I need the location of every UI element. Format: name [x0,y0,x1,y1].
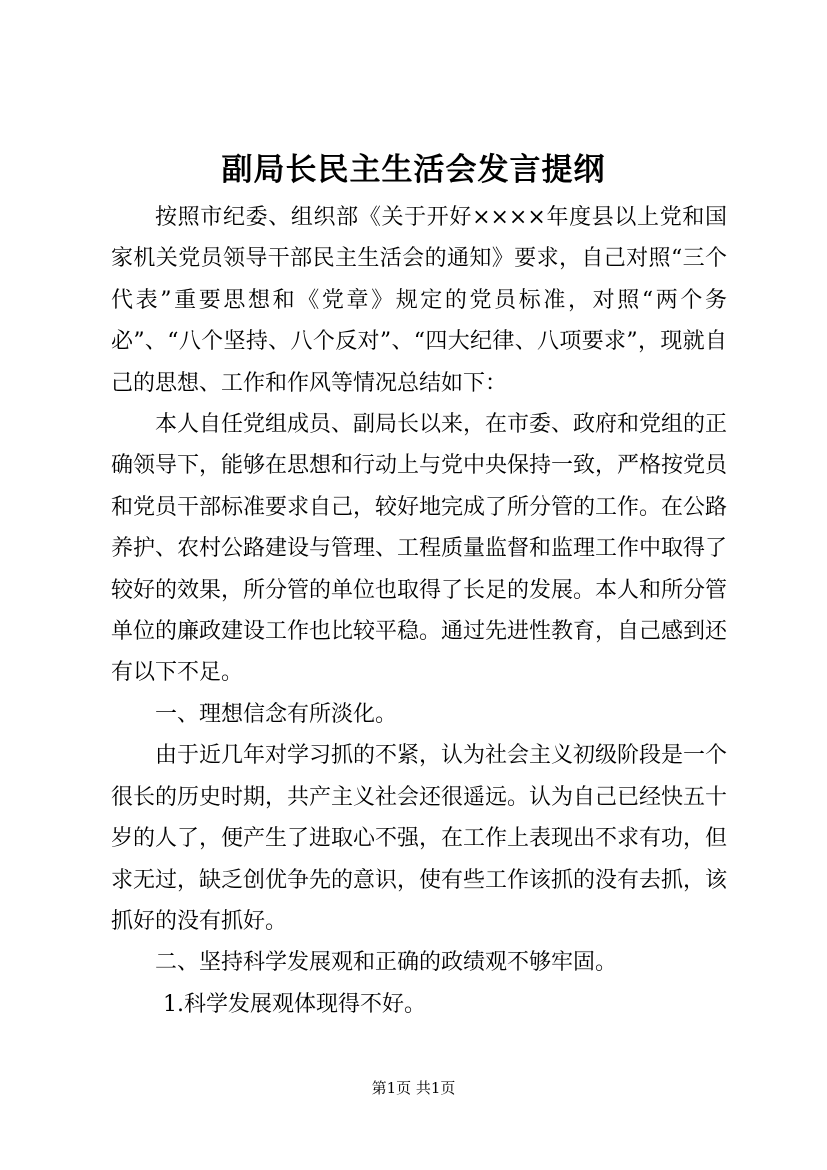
document-body [111,197,727,1025]
subsection-heading-2-1: 1.科学发展观体现得不好。 [163,991,426,1017]
intro-paragraph: 按照市纪委、组织部《关于开好××××年度县以上党和国家机关党员领导干部民主生活会的通知》要求，自己对照“三个代表”重要思想和《党章》规定的党员标准，对照“两个务必”、“八个坚持、八个反对”、“四大纪律、八项要求”，现就自己的思想、工作和作风等情况总结如下： [111,205,727,396]
document-title: 副局长民主生活会发言提纲 [221,152,606,188]
self-assessment-paragraph: 本人自任党组成员、副局长以来，在市委、政府和党组的正确领导下，能够在思想和行动上与党中央保持一致，严格按党员和党员干部标准要求自己，较好地完成了所分管的工作。在公路养护、农村公路建设与管理、工程质量监督和监理工作中取得了较好的效果，所分管的单位也取得了长足的发展。本人和所分管单位的廉政建设工作也比较平稳。通过先进性教育，自己感到还有以下不足。 [111,412,728,686]
section-1-paragraph: 由于近几年对学习抓的不紧，认为社会主义初级阶段是一个很长的历史时期，共产主义社会还很遥远。认为自己已经快五十岁的人了，便产生了进取心不强，在工作上表现出不求有功，但求无过，缺乏创优争先的意识，使有些工作该抓的没有去抓，该抓好的没有抓好。 [111,743,728,934]
section-heading-2: 二、坚持科学发展观和正确的政绩观不够牢固。 [155,950,618,976]
section-heading-1: 一、理想信念有所淡化。 [155,701,398,727]
page-footer: 第1页 共1页 [371,1079,456,1097]
